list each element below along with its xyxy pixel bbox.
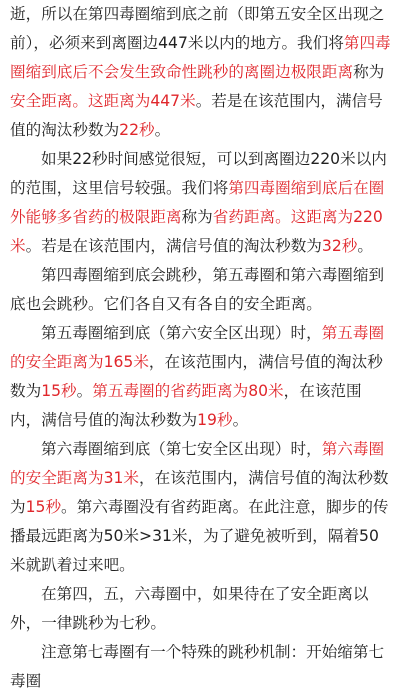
document-body [10,0,392,696]
highlighted-text: 第四毒圈缩到底后不会发生致命性跳秒的离圈边极限距离 [10,34,391,81]
body-text: ，在该范围内，满信号值的淘汰秒数为 [10,382,362,429]
body-text: 。若是在该范围内，满信号值的淘汰秒数为 [25,237,322,255]
body-text: ，在该范围内，满信号值的淘汰秒数为 [10,353,383,400]
paragraph-7 [10,638,392,696]
highlighted-text: 32秒 [321,237,358,255]
body-text: 在第四，五，六毒圈中，如果待在了安全距离以外，一律跳秒为七秒。 [10,585,369,632]
highlighted-text: 第四毒圈缩到底后在圈外能够多省药的极限距离 [10,179,385,226]
paragraph-1 [10,0,392,145]
highlighted-text: 第六毒圈的安全距离为31米 [10,440,385,487]
body-text: 。 [232,411,249,429]
body-text: 称为 [353,63,385,81]
highlighted-text: 15秒 [41,382,77,400]
highlighted-text: 第五毒圈的省药距离为80米 [92,382,284,400]
paragraph-6 [10,580,392,638]
body-text: 注意第七毒圈有一个特殊的跳秒机制：开始缩第七毒圈 [10,643,385,690]
body-text: 。若是在该范围内，满信号值的淘汰秒数为 [10,92,383,139]
paragraph-2 [10,145,392,261]
body-text: 。第六毒圈没有省药距离。在此注意，脚步的传播最远距离为50米>31米，为了避免被听到，隔着50米就趴着过来吧。 [10,498,389,574]
body-text: 如果22秒时间感觉很短，可以到离圈边220米以内的范围，这里信号较强。我们将 [10,150,387,197]
paragraph-3 [10,261,392,319]
body-text: 。 [357,237,373,255]
highlighted-text: 19秒 [197,411,233,429]
body-text: 第五毒圈缩到底（第六安全区出现）时， [41,324,322,342]
highlighted-text: 15秒 [25,498,62,516]
body-text: 称为 [181,208,213,226]
highlighted-text: 安全距离。这距离为447米 [10,92,196,110]
paragraph-4 [10,319,392,435]
body-text: 逝，所以在第四毒圈缩到底之前（即第五安全区出现之前），必须来到离圈边447米以内的地方。我们将 [10,5,385,52]
highlighted-text: 省药距离。这距离为220米 [10,208,383,255]
paragraph-5 [10,435,392,580]
highlighted-text: 22秒 [119,121,155,139]
body-text: 。 [76,382,93,400]
body-text: 。 [154,121,171,139]
highlighted-text: 第五毒圈的安全距离为165米 [10,324,385,371]
body-text: ，在该范围内，满信号值的淘汰秒数为 [10,469,389,516]
body-text: 第六毒圈缩到底（第七安全区出现）时， [41,440,322,458]
body-text: 第四毒圈缩到底会跳秒，第五毒圈和第六毒圈缩到底也会跳秒。它们各自又有各自的安全距离。 [10,266,385,313]
